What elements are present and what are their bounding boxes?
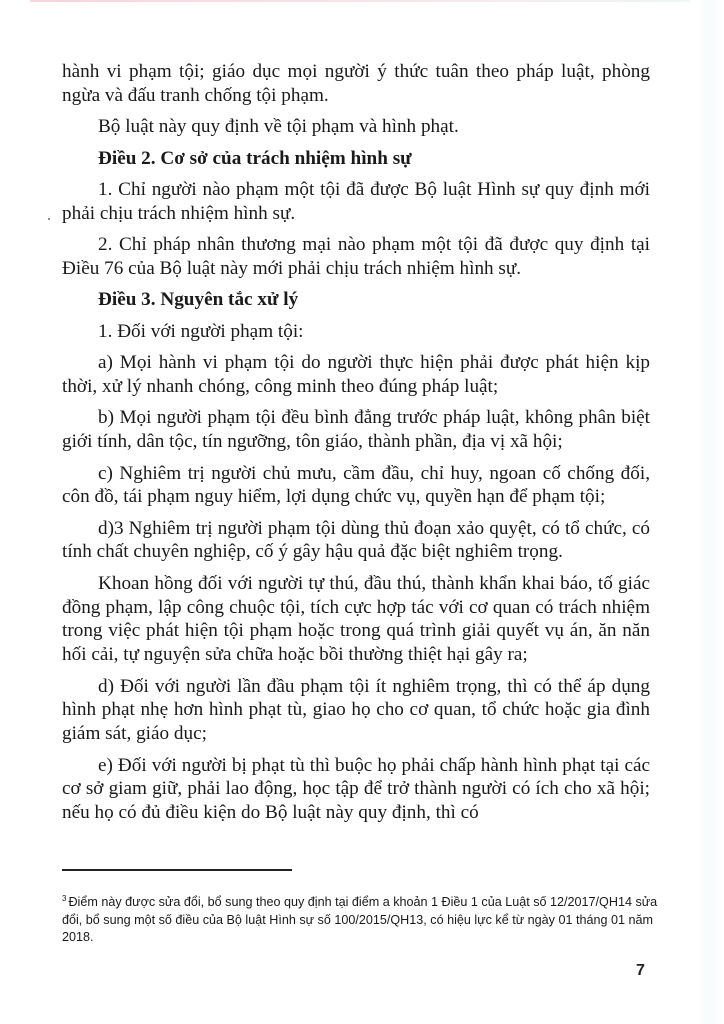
scan-edge-line — [30, 0, 690, 2]
footnote-marker: 3 — [62, 894, 67, 903]
article-2-clause-1: 1. Chỉ người nào phạm một tội đã được Bộ luật Hình sự quy định mới phải chịu trách nhiệm hình sự. — [62, 178, 650, 224]
footnote-text: Điểm này được sửa đổi, bổ sung theo quy định tại điểm a khoản 1 Điều 1 của Luật số 12/2017/QH14 sửa đổi, bổ sung một số điều của Bộ luật Hình sự số 100/2015/QH13, có hiệu lực kể từ ngày 01 tháng 01 năm 2018. — [62, 895, 658, 944]
point-b: b) Mọi người phạm tội đều bình đẳng trước pháp luật, không phân biệt giới tính, dân tộc, tín ngưỡng, tôn giáo, thành phần, địa vị xã hội; — [62, 407, 650, 453]
article-2-clause-2: 2. Chỉ pháp nhân thương mại nào phạm một tội đã được quy định tại Điều 76 của Bộ luật này mới phải chịu trách nhiệm hình sự. — [62, 234, 650, 279]
page-number: 7 — [636, 962, 645, 979]
article-3-clause-1: 1. Đối với người phạm tội: — [98, 320, 304, 342]
paragraph-leniency: Khoan hồng đối với người tự thú, đầu thú, thành khẩn khai báo, tố giác đồng phạm, lập công chuộc tội, tích cực hợp tác với cơ quan có trách nhiệm trong việc phát hiện tội phạm hoặc trong quá trình giải quyết vụ án, ăn năn hối cải, tự nguyện sửa chữa hoặc bồi thường thiệt hại gây ra; — [62, 572, 650, 666]
paragraph-intro-scope: Bộ luật này quy định về tội phạm và hình phạt. — [98, 116, 459, 138]
point-dd: d) Đối với người lần đầu phạm tội ít nghiêm trọng, thì có thể áp dụng hình phạt nhẹ hơn hình phạt tù, giao họ cho cơ quan, tổ chức hoặc gia đình giám sát, giáo dục; — [62, 675, 650, 745]
footnote-separator — [62, 869, 292, 871]
point-e: e) Đối với người bị phạt tù thì buộc họ phải chấp hành hình phạt tại các cơ sở giam giữ, phải lao động, học tập để trở thành người có ích cho xã hội; nếu họ có đủ điều kiện do Bộ luật này quy định, thì có — [62, 754, 650, 824]
point-a: a) Mọi hành vi phạm tội do người thực hiện phải được phát hiện kịp thời, xử lý nhanh chóng, công minh theo đúng pháp luật; — [62, 352, 650, 397]
footnote — [62, 890, 662, 947]
paragraph-intro-continuation: hành vi phạm tội; giáo dục mọi người ý thức tuân theo pháp luật, phòng ngừa và đấu tranh chống tội phạm. — [62, 61, 650, 106]
article-2-heading: Điều 2. Cơ sở của trách nhiệm hình sự — [98, 147, 412, 169]
point-c: c) Nghiêm trị người chủ mưu, cầm đầu, chỉ huy, ngoan cố chống đối, côn đồ, tái phạm nguy hiểm, lợi dụng chức vụ, quyền hạn để phạm tội; — [62, 462, 650, 508]
article-3-heading: Điều 3. Nguyên tắc xử lý — [98, 289, 299, 311]
point-d-amended: d)3 Nghiêm trị người phạm tội dùng thủ đoạn xảo quyệt, có tổ chức, có tính chất chuyên nghiệp, cố ý gây hậu quả đặc biệt nghiêm trọng. — [62, 517, 650, 563]
page-body — [62, 60, 650, 833]
scan-speck — [48, 218, 50, 220]
